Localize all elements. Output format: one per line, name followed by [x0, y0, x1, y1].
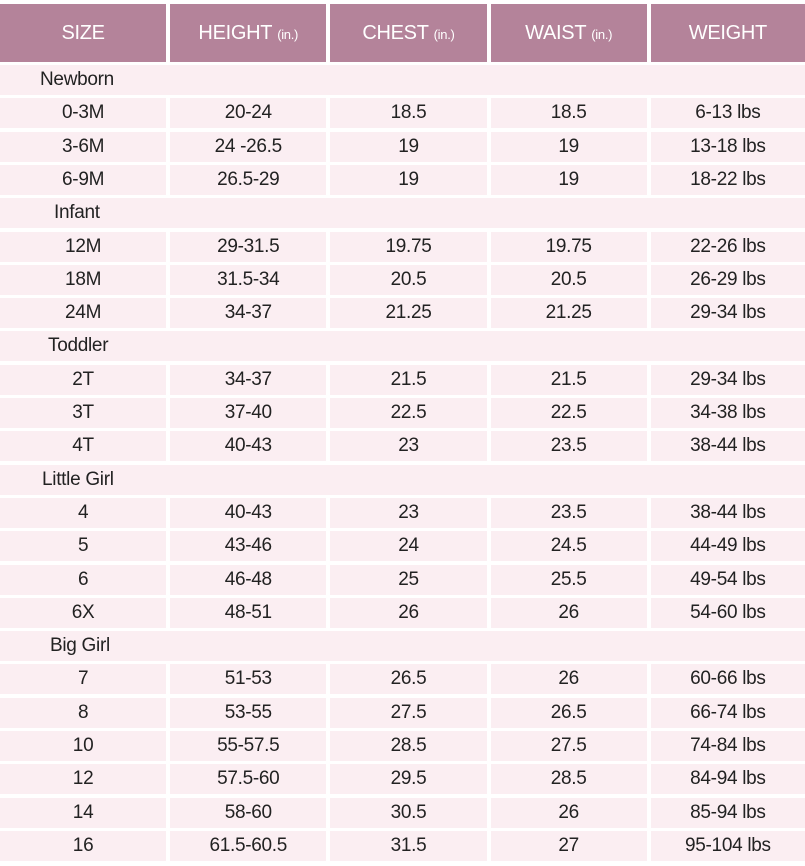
- cell-weight: 84-94 lbs: [651, 764, 805, 794]
- table-row: [0, 798, 805, 828]
- table-row: [0, 98, 805, 128]
- cell-weight: 6-13 lbs: [651, 98, 805, 128]
- header-weight-label: WEIGHT: [688, 21, 767, 44]
- cell-size: 24M: [0, 298, 166, 328]
- cell-height: 40-43: [170, 431, 326, 461]
- cell-size: 2T: [0, 365, 166, 395]
- cell-waist: 19: [491, 165, 647, 195]
- cell-size: 7: [0, 664, 166, 694]
- cell-size: 3T: [0, 398, 166, 428]
- cell-waist: 20.5: [491, 265, 647, 295]
- cell-height: 43-46: [170, 531, 326, 561]
- cell-waist: 26.5: [491, 698, 647, 728]
- cell-chest: 24: [330, 531, 486, 561]
- cell-height: 51-53: [170, 664, 326, 694]
- cell-chest: 30.5: [330, 798, 486, 828]
- header-waist-label: WAIST: [525, 21, 587, 44]
- cell-weight: 66-74 lbs: [651, 698, 805, 728]
- cell-chest: 27.5: [330, 698, 486, 728]
- header-height-unit: (in.): [277, 27, 299, 42]
- section-label: Big Girl: [0, 631, 805, 661]
- header-weight: [651, 4, 805, 62]
- cell-waist: 18.5: [491, 98, 647, 128]
- cell-waist: 22.5: [491, 398, 647, 428]
- cell-chest: 21.5: [330, 365, 486, 395]
- table-row: [0, 764, 805, 794]
- cell-height: 55-57.5: [170, 731, 326, 761]
- cell-size: 4: [0, 498, 166, 528]
- cell-weight: 38-44 lbs: [651, 431, 805, 461]
- cell-waist: 19: [491, 132, 647, 162]
- cell-chest: 18.5: [330, 98, 486, 128]
- header-size-label: SIZE: [61, 21, 105, 44]
- table-row: [0, 498, 805, 528]
- cell-waist: 25.5: [491, 565, 647, 595]
- cell-weight: 29-34 lbs: [651, 365, 805, 395]
- table-row: [0, 731, 805, 761]
- cell-waist: 23.5: [491, 498, 647, 528]
- table-row: [0, 598, 805, 628]
- table-row: [0, 431, 805, 461]
- table-row: [0, 531, 805, 561]
- table-row: [0, 664, 805, 694]
- cell-weight: 85-94 lbs: [651, 798, 805, 828]
- table-row: [0, 265, 805, 295]
- cell-size: 6X: [0, 598, 166, 628]
- cell-weight: 74-84 lbs: [651, 731, 805, 761]
- header-chest-label: CHEST: [362, 21, 429, 44]
- cell-waist: 26: [491, 664, 647, 694]
- cell-height: 34-37: [170, 365, 326, 395]
- cell-size: 0-3M: [0, 98, 166, 128]
- table-row: [0, 365, 805, 395]
- table-row: [0, 165, 805, 195]
- table-row: [0, 565, 805, 595]
- cell-size: 6: [0, 565, 166, 595]
- section-row: [0, 631, 805, 661]
- cell-weight: 44-49 lbs: [651, 531, 805, 561]
- section-label: Toddler: [0, 331, 805, 361]
- cell-chest: 19.75: [330, 232, 486, 262]
- cell-chest: 25: [330, 565, 486, 595]
- section-label: Infant: [0, 198, 805, 228]
- cell-waist: 28.5: [491, 764, 647, 794]
- header-row: [0, 4, 805, 62]
- cell-size: 8: [0, 698, 166, 728]
- section-label: Little Girl: [0, 465, 805, 495]
- cell-chest: 31.5: [330, 831, 486, 861]
- cell-waist: 26: [491, 798, 647, 828]
- cell-chest: 19: [330, 132, 486, 162]
- cell-size: 6-9M: [0, 165, 166, 195]
- cell-height: 58-60: [170, 798, 326, 828]
- cell-chest: 23: [330, 498, 486, 528]
- cell-weight: 18-22 lbs: [651, 165, 805, 195]
- cell-weight: 34-38 lbs: [651, 398, 805, 428]
- section-row: [0, 331, 805, 361]
- header-chest: [330, 4, 486, 62]
- cell-height: 34-37: [170, 298, 326, 328]
- cell-height: 57.5-60: [170, 764, 326, 794]
- cell-size: 18M: [0, 265, 166, 295]
- cell-chest: 23: [330, 431, 486, 461]
- header-waist: [491, 4, 647, 62]
- header-height-label: HEIGHT: [198, 21, 273, 44]
- header-waist-unit: (in.): [591, 27, 613, 42]
- cell-weight: 26-29 lbs: [651, 265, 805, 295]
- cell-height: 31.5-34: [170, 265, 326, 295]
- cell-size: 5: [0, 531, 166, 561]
- cell-height: 29-31.5: [170, 232, 326, 262]
- table-row: [0, 398, 805, 428]
- cell-weight: 49-54 lbs: [651, 565, 805, 595]
- cell-waist: 23.5: [491, 431, 647, 461]
- cell-waist: 21.25: [491, 298, 647, 328]
- cell-weight: 38-44 lbs: [651, 498, 805, 528]
- header-size: [0, 4, 166, 62]
- cell-height: 26.5-29: [170, 165, 326, 195]
- cell-size: 4T: [0, 431, 166, 461]
- cell-size: 14: [0, 798, 166, 828]
- cell-height: 20-24: [170, 98, 326, 128]
- cell-height: 61.5-60.5: [170, 831, 326, 861]
- cell-chest: 29.5: [330, 764, 486, 794]
- cell-waist: 27.5: [491, 731, 647, 761]
- cell-waist: 19.75: [491, 232, 647, 262]
- cell-size: 12M: [0, 232, 166, 262]
- cell-chest: 19: [330, 165, 486, 195]
- cell-height: 53-55: [170, 698, 326, 728]
- cell-weight: 95-104 lbs: [651, 831, 805, 861]
- cell-chest: 22.5: [330, 398, 486, 428]
- section-row: [0, 465, 805, 495]
- cell-weight: 60-66 lbs: [651, 664, 805, 694]
- cell-waist: 21.5: [491, 365, 647, 395]
- cell-height: 40-43: [170, 498, 326, 528]
- cell-size: 16: [0, 831, 166, 861]
- header-chest-unit: (in.): [433, 27, 455, 42]
- section-label: Newborn: [0, 65, 805, 95]
- cell-height: 37-40: [170, 398, 326, 428]
- cell-size: 10: [0, 731, 166, 761]
- cell-chest: 26.5: [330, 664, 486, 694]
- cell-waist: 26: [491, 598, 647, 628]
- section-row: [0, 198, 805, 228]
- cell-size: 3-6M: [0, 132, 166, 162]
- cell-weight: 22-26 lbs: [651, 232, 805, 262]
- cell-height: 24 -26.5: [170, 132, 326, 162]
- cell-weight: 29-34 lbs: [651, 298, 805, 328]
- header-height: [170, 4, 326, 62]
- cell-chest: 20.5: [330, 265, 486, 295]
- section-row: [0, 65, 805, 95]
- cell-size: 12: [0, 764, 166, 794]
- cell-height: 48-51: [170, 598, 326, 628]
- cell-chest: 21.25: [330, 298, 486, 328]
- table-row: [0, 132, 805, 162]
- cell-chest: 28.5: [330, 731, 486, 761]
- cell-chest: 26: [330, 598, 486, 628]
- table-row: [0, 298, 805, 328]
- table-row: [0, 831, 805, 861]
- table-row: [0, 232, 805, 262]
- cell-weight: 13-18 lbs: [651, 132, 805, 162]
- cell-height: 46-48: [170, 565, 326, 595]
- cell-waist: 27: [491, 831, 647, 861]
- cell-waist: 24.5: [491, 531, 647, 561]
- table-row: [0, 698, 805, 728]
- cell-weight: 54-60 lbs: [651, 598, 805, 628]
